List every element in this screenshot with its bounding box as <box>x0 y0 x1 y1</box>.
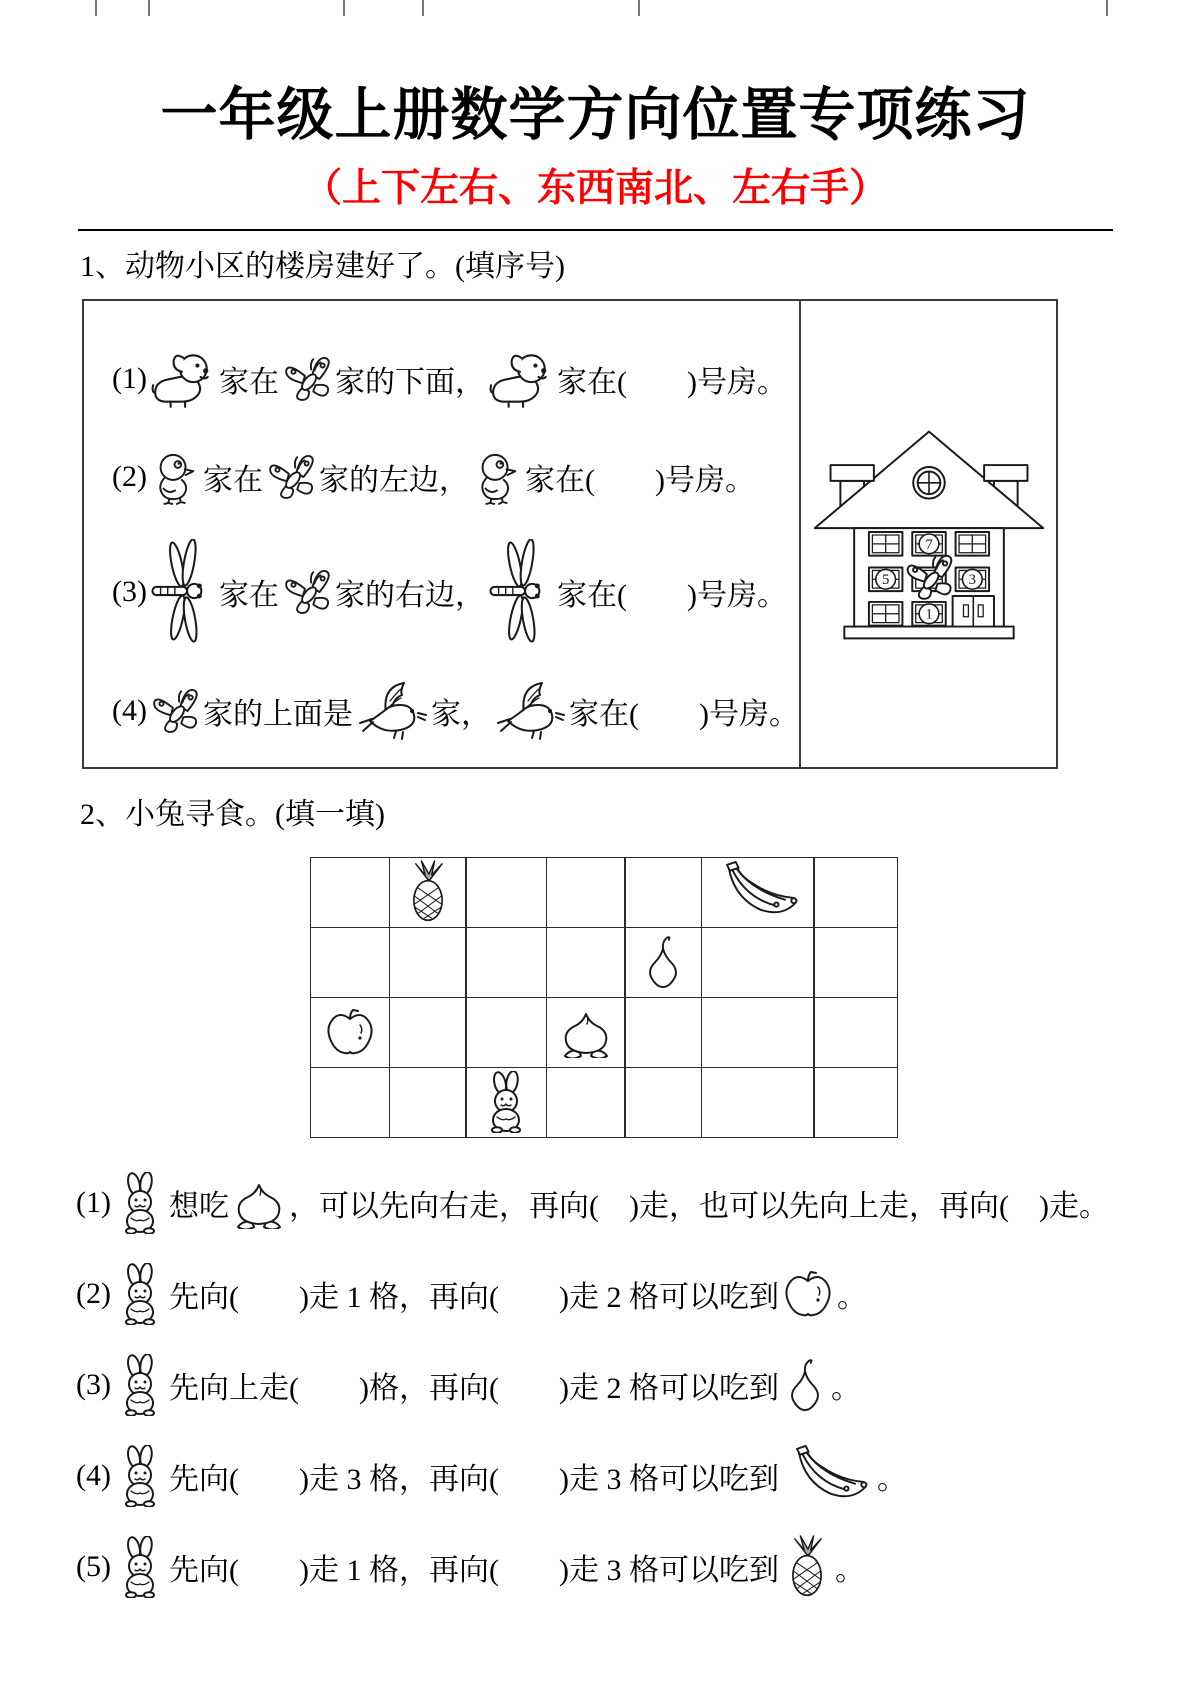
chick-icon <box>150 449 200 505</box>
grid-cell <box>465 1067 547 1139</box>
dragonfly-icon <box>488 539 554 645</box>
grid-cell <box>465 997 547 1069</box>
rabbit-icon <box>114 1536 166 1598</box>
text-run: 家在( )号房。 <box>556 365 787 399</box>
grid-cell <box>389 1067 467 1139</box>
dog-icon <box>488 350 554 408</box>
q2-line-4 <box>76 1430 1191 1521</box>
q1-line-4 <box>112 661 799 761</box>
text-run: 先向( )走 1 格，再向( )走 3 格可以吃到 <box>168 1553 779 1587</box>
grid-cell <box>465 857 547 929</box>
title-divider <box>78 229 1113 231</box>
q1-box <box>82 299 1058 769</box>
grid-cell <box>813 1067 898 1139</box>
scan-artifact-line <box>422 0 424 16</box>
butterfly-icon <box>282 567 332 617</box>
text-run: (5) <box>76 1549 111 1583</box>
text-run: (2) <box>76 1276 111 1310</box>
room-number-1: 1 <box>925 606 933 623</box>
text-run: 家在( )号房。 <box>568 697 799 731</box>
grid-cell <box>701 857 815 929</box>
rabbit-icon <box>114 1445 166 1507</box>
text-run: 家在 <box>218 578 279 612</box>
pineapple-icon <box>403 860 453 924</box>
grid-row <box>310 857 898 929</box>
bird-icon <box>494 679 566 743</box>
q2-questions <box>76 1157 1191 1612</box>
grid-cell <box>310 927 390 999</box>
grid-cell <box>546 1067 626 1139</box>
q1-line-1 <box>112 327 799 431</box>
text-run: (4) <box>112 693 147 727</box>
dragonfly-icon <box>150 539 216 645</box>
text-run: (1) <box>112 361 147 395</box>
banana-icon <box>782 1445 874 1507</box>
grid-cell <box>546 997 626 1069</box>
text-run: 家的左边， <box>318 463 469 497</box>
grid-cell <box>546 857 626 929</box>
q2-line-1 <box>76 1157 1191 1248</box>
q1-heading: 1、动物小区的楼房建好了。(填序号) <box>80 249 565 283</box>
banana-icon <box>712 861 804 923</box>
grid-cell <box>310 857 390 929</box>
q1-questions <box>84 301 799 767</box>
food-grid <box>310 857 898 1139</box>
house-door <box>953 596 994 627</box>
bird-icon <box>356 679 428 743</box>
text-run: 家在 <box>218 365 279 399</box>
apple-icon <box>324 1007 376 1057</box>
grid-cell <box>310 1067 390 1139</box>
q1-line-2 <box>112 431 799 523</box>
dog-icon <box>150 350 216 408</box>
peach-icon <box>232 1177 286 1229</box>
text-run: 家在( )号房。 <box>524 463 755 497</box>
grid-cell <box>624 1067 702 1139</box>
rabbit-icon <box>114 1354 166 1416</box>
page-title: 一年级上册数学方向位置专项练习 <box>160 83 1031 147</box>
grid-row <box>310 927 898 999</box>
butterfly-icon <box>266 452 316 502</box>
text-run: ，可以先向右走，再向( )走，也可以先向上走，再向( )走。 <box>288 1189 1109 1223</box>
chick-icon <box>472 449 522 505</box>
pineapple-icon <box>782 1535 832 1599</box>
apple-icon <box>782 1269 834 1319</box>
pear-icon <box>640 933 686 991</box>
text-run: (3) <box>76 1367 111 1401</box>
grid-cell <box>465 927 547 999</box>
text-run: 家， <box>430 697 491 731</box>
text-run: 。 <box>876 1462 907 1496</box>
grid-cell <box>624 857 702 929</box>
grid-cell <box>310 997 390 1069</box>
scan-artifact-line <box>148 0 150 16</box>
butterfly-icon <box>282 354 332 404</box>
grid-cell <box>701 1067 815 1139</box>
grid-cell <box>389 857 467 929</box>
grid-cell <box>813 857 898 929</box>
scan-artifact-line <box>343 0 345 16</box>
text-run: 家在 <box>202 463 263 497</box>
text-run: 家的右边， <box>334 578 485 612</box>
page-subtitle: （上下左右、东西南北、左右手） <box>302 166 888 210</box>
text-run: 家的下面， <box>334 365 485 399</box>
grid-cell <box>701 997 815 1069</box>
rabbit-icon <box>114 1263 166 1325</box>
text-run: (3) <box>112 574 147 608</box>
pear-icon <box>782 1356 828 1414</box>
grid-cell <box>389 927 467 999</box>
grid-cell <box>701 927 815 999</box>
text-run: 家在( )号房。 <box>556 578 787 612</box>
house-illustration <box>801 417 1057 651</box>
scan-artifact-line <box>638 0 640 16</box>
text-run: 先向( )走 1 格，再向( )走 2 格可以吃到 <box>168 1280 779 1314</box>
text-run: 。 <box>834 1553 865 1587</box>
q2-line-5 <box>76 1521 1191 1612</box>
text-run: 先向( )走 3 格，再向( )走 3 格可以吃到 <box>168 1462 779 1496</box>
q1-house-panel <box>799 301 1057 767</box>
rabbit-icon <box>114 1172 166 1234</box>
text-run: 。 <box>830 1371 861 1405</box>
grid-cell <box>546 927 626 999</box>
grid-cell <box>624 997 702 1069</box>
scan-artifact-line <box>1106 0 1108 16</box>
grid-cell <box>389 997 467 1069</box>
text-run: 先向上走( )格，再向( )走 2 格可以吃到 <box>168 1371 779 1405</box>
text-run: 家的上面是 <box>202 697 353 731</box>
grid-cell <box>813 997 898 1069</box>
butterfly-icon <box>150 686 200 736</box>
room-number-5: 5 <box>881 571 890 588</box>
q1-line-3 <box>112 523 799 661</box>
text-run: (2) <box>112 459 147 493</box>
grid-cell <box>624 927 702 999</box>
peach-icon <box>559 1006 613 1058</box>
q2-heading: 2、小兔寻食。(填一填) <box>80 797 385 831</box>
text-run: (1) <box>76 1185 111 1219</box>
text-run: 想吃 <box>168 1189 229 1223</box>
text-run: (4) <box>76 1458 111 1492</box>
room-number-3: 3 <box>968 571 976 588</box>
room-number-7: 7 <box>925 536 933 553</box>
grid-cell <box>813 927 898 999</box>
grid-row <box>310 997 898 1069</box>
grid-row <box>310 1067 898 1139</box>
q2-line-3 <box>76 1339 1191 1430</box>
text-run: 。 <box>836 1280 867 1314</box>
q2-line-2 <box>76 1248 1191 1339</box>
scan-artifact-line <box>95 0 97 16</box>
rabbit-icon <box>480 1071 532 1133</box>
